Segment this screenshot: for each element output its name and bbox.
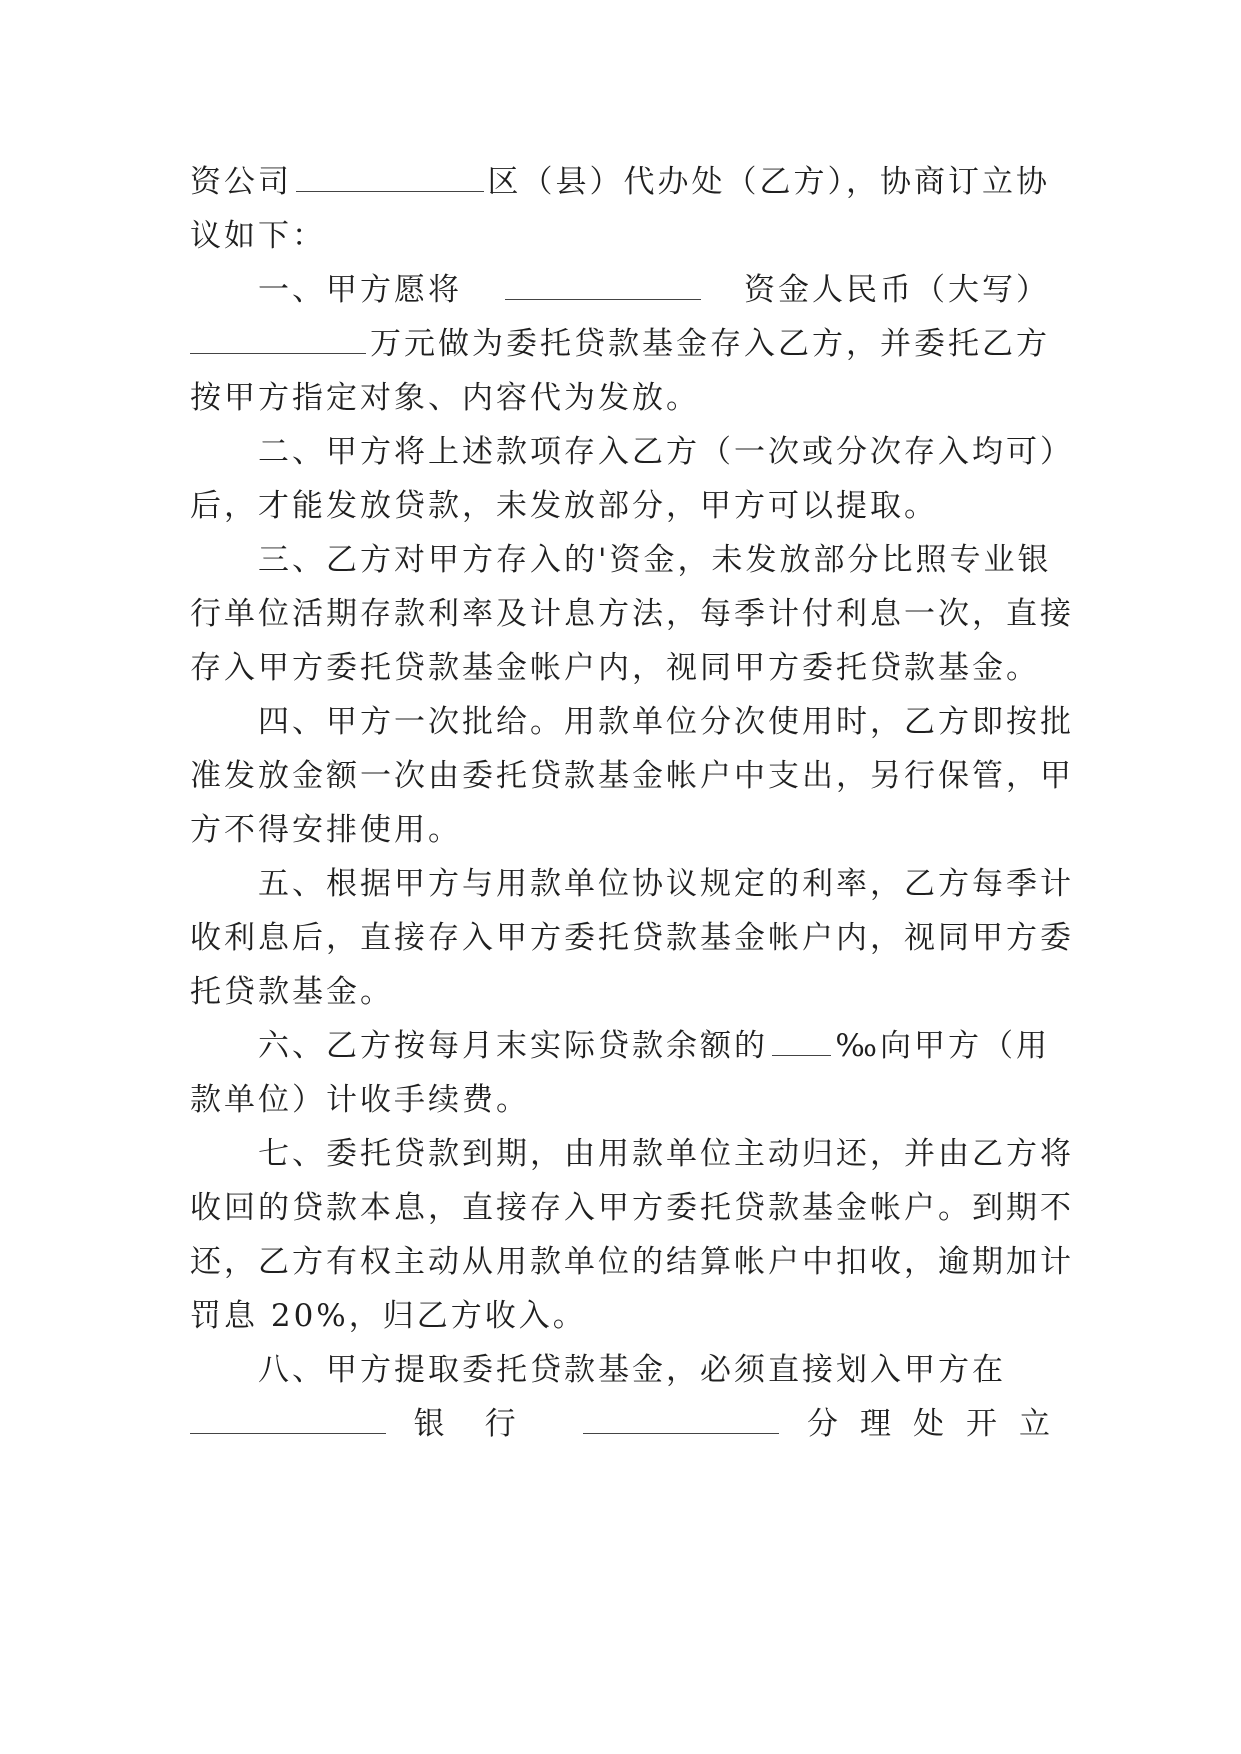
- text-segment: 收利息后，直接存入甲方委托贷款基金帐户内，视同甲方委: [190, 920, 1074, 956]
- clause-2-line: [258, 426, 1074, 478]
- text-line: [190, 210, 1050, 262]
- text-line: [190, 1398, 1072, 1450]
- text-line: [190, 1074, 1050, 1126]
- text-segment: 罚息 20%，归乙方收入。: [190, 1298, 587, 1334]
- text-line: [190, 1236, 1074, 1288]
- text-line: [190, 318, 1050, 370]
- text-segment: 三、乙方对甲方存入的'资金，未发放部分比照专业银: [258, 542, 1052, 578]
- text-segment: 还，乙方有权主动从用款单位的结算帐户中扣收，逾期加计: [190, 1244, 1074, 1280]
- text-segment: 行单位活期存款利率及计息方法，每季计付利息一次，直接: [190, 596, 1074, 632]
- fill-in-blank[interactable]: [772, 1025, 831, 1056]
- fill-in-blank[interactable]: [190, 323, 366, 354]
- clause-8-line: [258, 1344, 1050, 1396]
- fill-in-blank[interactable]: [505, 269, 701, 300]
- text-segment: 收回的贷款本息，直接存入甲方委托贷款基金帐户。到期不: [190, 1190, 1074, 1226]
- text-line: [190, 1290, 1050, 1342]
- text-segment: 四、甲方一次批给。用款单位分次使用时，乙方即按批: [258, 704, 1074, 740]
- text-segment: 资金人民币（大写）: [744, 272, 1050, 308]
- text-segment: 存入甲方委托贷款基金帐户内，视同甲方委托贷款基金。: [190, 650, 1040, 686]
- text-line: [190, 912, 1074, 964]
- fill-in-blank[interactable]: [296, 161, 484, 192]
- clause-1-line: [258, 264, 1050, 316]
- text-line: [190, 804, 1050, 856]
- text-segment: 五、根据甲方与用款单位协议规定的利率，乙方每季计: [258, 866, 1074, 902]
- text-line: [190, 480, 1050, 532]
- clause-7-line: [258, 1128, 1074, 1180]
- text-segment: 万元做为委托贷款基金存入乙方，并委托乙方: [370, 326, 1050, 362]
- text-line: [190, 588, 1074, 640]
- clause-4-line: [258, 696, 1074, 748]
- clause-5-line: [258, 858, 1074, 910]
- text-line: [190, 966, 1050, 1018]
- text-segment: 银行: [413, 1406, 556, 1442]
- text-segment: 分理处开立: [806, 1406, 1072, 1442]
- text-segment: 资公司: [190, 164, 292, 200]
- text-segment: 后，才能发放贷款，未发放部分，甲方可以提取。: [190, 488, 938, 524]
- text-segment: 六、乙方按每月末实际贷款余额的: [258, 1028, 768, 1064]
- text-segment: 二、甲方将上述款项存入乙方（一次或分次存入均可）: [258, 434, 1074, 470]
- text-line: [190, 750, 1074, 802]
- text-segment: 议如下：: [190, 218, 326, 254]
- text-segment: 托贷款基金。: [190, 974, 394, 1010]
- text-line: [190, 372, 1050, 424]
- text-segment: 一、甲方愿将: [258, 272, 462, 308]
- text-segment: 七、委托贷款到期，由用款单位主动归还，并由乙方将: [258, 1136, 1074, 1172]
- text-segment: 方不得安排使用。: [190, 812, 462, 848]
- text-segment: 区（县）代办处（乙方），协商订立协: [487, 164, 1050, 200]
- text-line: [190, 1182, 1074, 1234]
- clause-6-line: [258, 1020, 1050, 1072]
- fill-in-blank[interactable]: [583, 1403, 779, 1434]
- text-segment: 按甲方指定对象、内容代为发放。: [190, 380, 700, 416]
- text-line: [190, 642, 1050, 694]
- text-line: [190, 156, 1050, 208]
- fill-in-blank[interactable]: [190, 1403, 386, 1434]
- clause-3-line: [258, 534, 1050, 586]
- text-segment: 款单位）计收手续费。: [190, 1082, 530, 1118]
- text-segment: 准发放金额一次由委托贷款基金帐户中支出，另行保管，甲: [190, 758, 1074, 794]
- text-segment: 八、甲方提取委托贷款基金，必须直接划入甲方在: [258, 1352, 1006, 1388]
- text-segment: ‰向甲方（用: [835, 1028, 1050, 1064]
